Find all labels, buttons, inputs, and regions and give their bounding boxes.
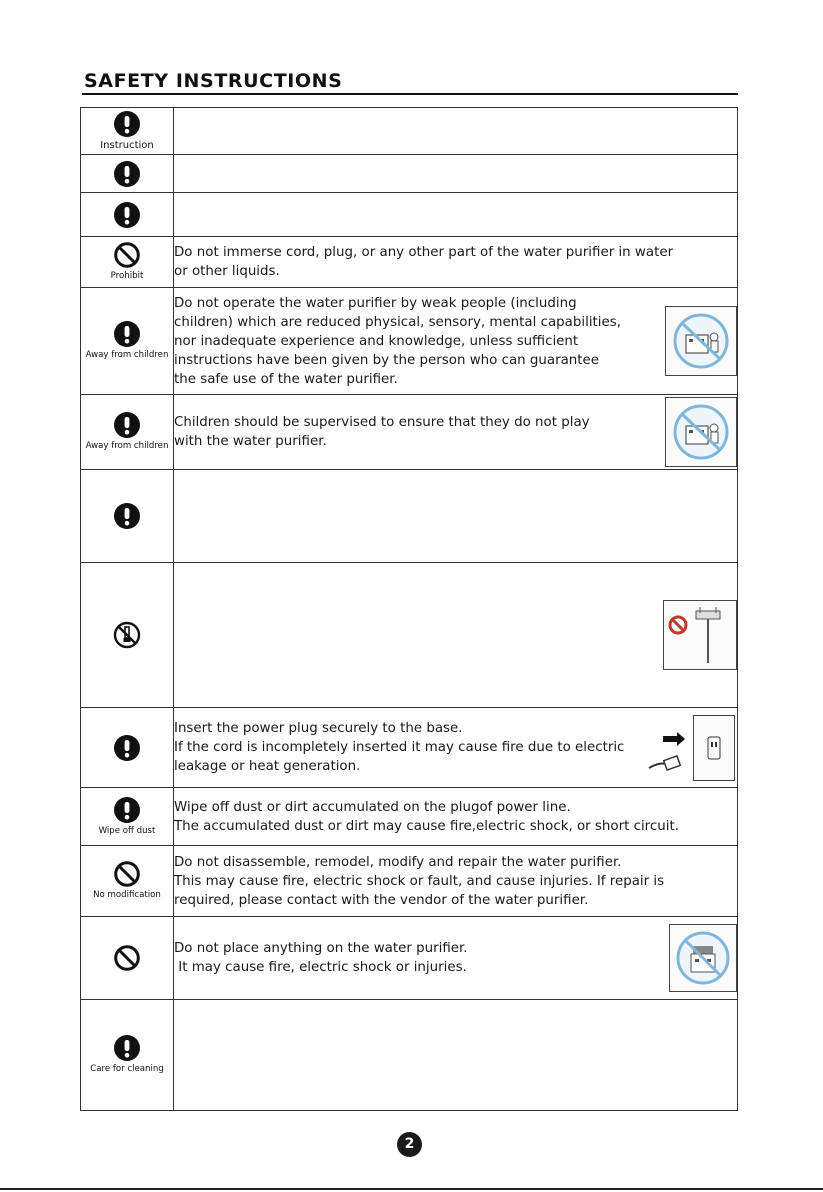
prohibit-icon [114, 945, 140, 971]
exclamation-icon [114, 202, 140, 228]
instruction-text: Do not immerse cord, plug, or any other part of the water purifier in water or other liquids. [174, 237, 738, 288]
icon-label: Wipe off dust [98, 825, 156, 836]
instruction-text: Wipe off dust or dirt accumulated on the plugof power line. The accumulated dust or dirt may cause fire,electric shock, or short circuit. [174, 788, 738, 846]
no-objects-on-top-illustration [669, 924, 737, 992]
no-children-illustration [665, 397, 737, 467]
instruction-text: Insert the power plug securely to the base. If the cord is incompletely inserted it may cause fire due to electric leakage or heat generation. [174, 708, 738, 788]
safety-row [81, 155, 738, 193]
safety-row [81, 708, 738, 788]
exclamation-icon [114, 161, 140, 187]
icon-label: Away from children [85, 350, 169, 360]
bottom-divider [0, 1188, 823, 1190]
instruction-text [174, 1000, 738, 1111]
prohibit-icon [114, 242, 140, 268]
exclamation-icon [114, 735, 140, 761]
instruction-text [174, 155, 738, 193]
no-power-strip-illustration [663, 600, 737, 670]
safety-row [81, 917, 738, 1000]
icon-label: Prohibit [110, 271, 144, 281]
instruction-text: Do not place anything on the water purifier. It may cause fire, electric shock or injuries. [174, 917, 738, 1000]
safety-row [81, 788, 738, 846]
safety-table [80, 107, 738, 1111]
instruction-text [174, 470, 738, 563]
icon-label: No modification [93, 890, 161, 900]
exclamation-icon [114, 1035, 140, 1061]
safety-row [81, 563, 738, 708]
instruction-text [174, 108, 738, 155]
exclamation-icon [114, 503, 140, 529]
page-number: 2 [397, 1132, 422, 1157]
instruction-text: Children should be supervised to ensure that they do not play with the water purifier. [174, 395, 738, 470]
exclamation-icon [114, 797, 140, 823]
title-underline [82, 93, 738, 95]
no-tools-icon [113, 621, 141, 649]
icon-label: Care for cleaning [90, 1064, 164, 1074]
icon-label: Instruction [100, 140, 154, 151]
safety-row [81, 108, 738, 155]
instruction-text [174, 563, 738, 708]
safety-row [81, 470, 738, 563]
safety-row [81, 1000, 738, 1111]
safety-row [81, 193, 738, 237]
prohibit-icon [114, 861, 140, 887]
icon-label: Away from children [85, 441, 169, 451]
no-children-illustration [665, 306, 737, 376]
exclamation-icon [114, 321, 140, 347]
instruction-text: Do not operate the water purifier by weak people (including children) which are reduced physical, sensory, mental capabilities, nor inadequate experience and knowledge, unless sufficient instructions have been given by the person who can guarantee the safe use of the water purifier. [174, 288, 738, 395]
page-title: SAFETY INSTRUCTIONS [84, 70, 343, 92]
safety-row [81, 288, 738, 395]
safety-row [81, 237, 738, 288]
instruction-text: Do not disassemble, remodel, modify and repair the water purifier. This may cause fire, electric shock or fault, and cause injuries. If repair is required, please contact with the vendor of the water purifier. [174, 846, 738, 917]
safety-row [81, 846, 738, 917]
exclamation-icon [114, 111, 140, 137]
safety-row [81, 395, 738, 470]
instruction-text [174, 193, 738, 237]
plug-insert-illustration [647, 715, 737, 781]
exclamation-icon [114, 412, 140, 438]
